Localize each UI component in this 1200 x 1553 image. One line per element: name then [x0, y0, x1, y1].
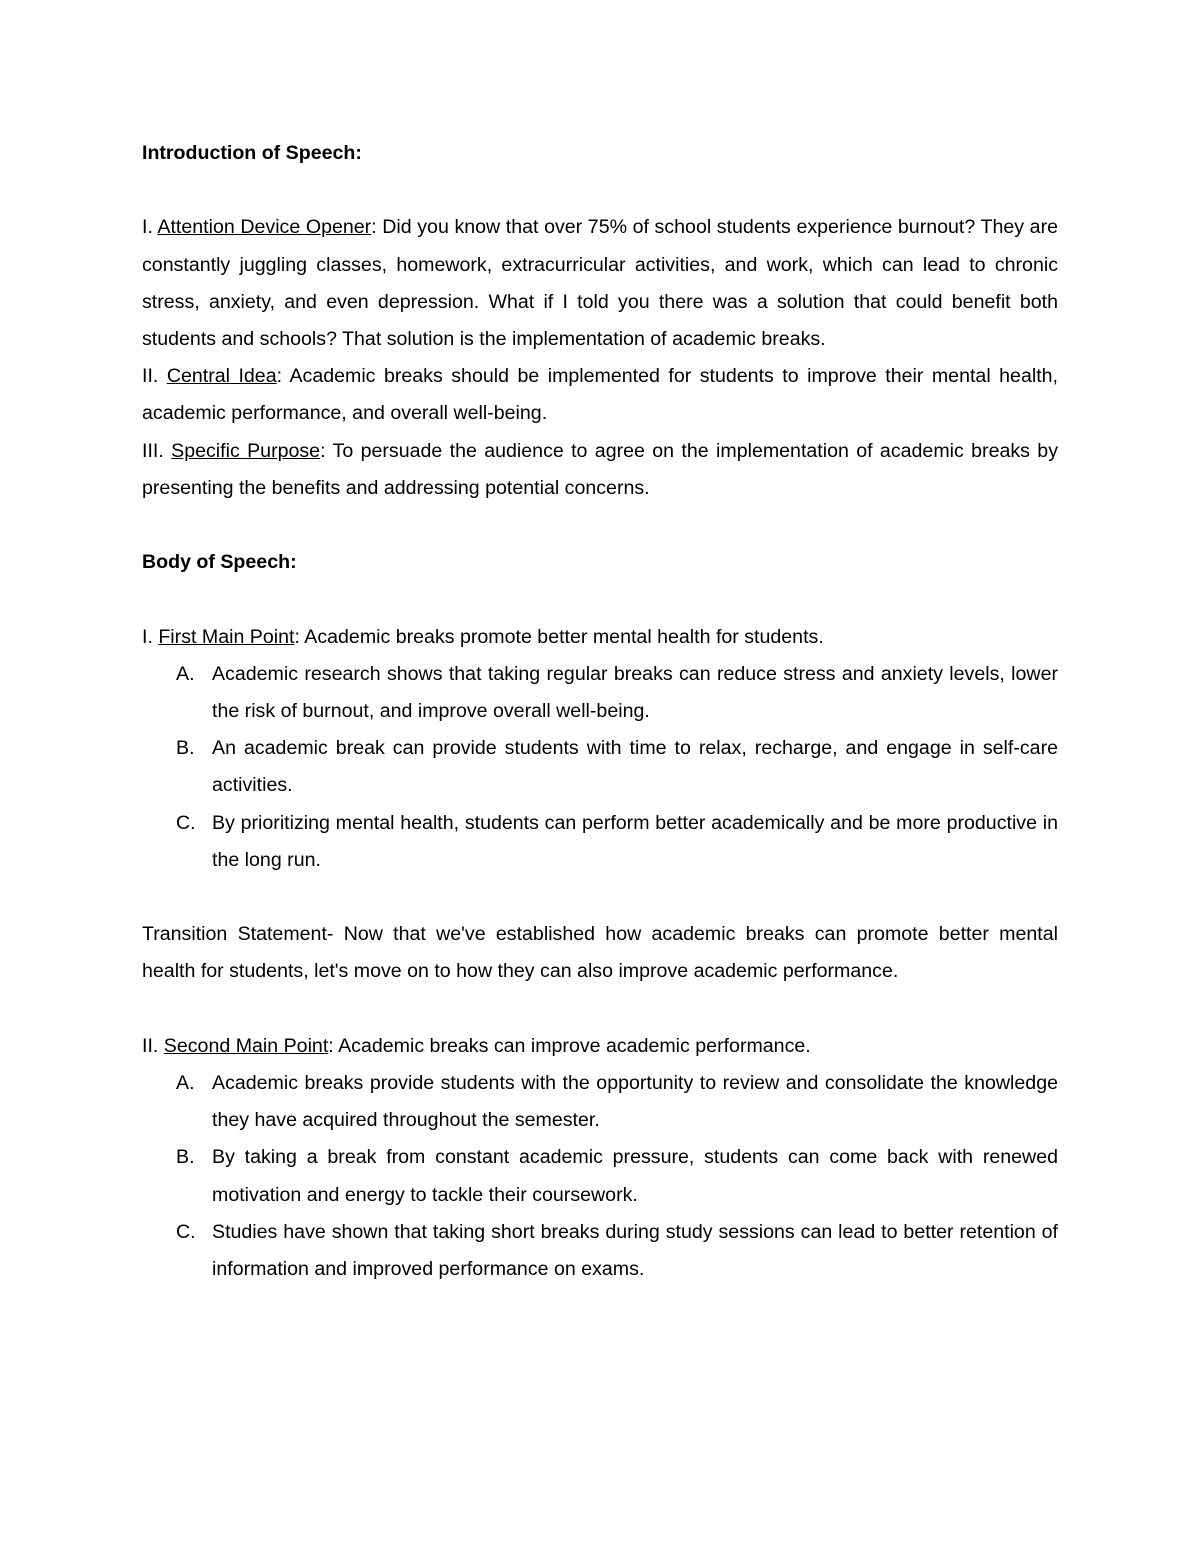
list-marker: B. — [176, 1146, 195, 1169]
item-numeral: III. — [142, 439, 164, 462]
second-main-point — [142, 1028, 1058, 1065]
list-item-text: By taking a break from constant academic pressure, students can come back with renewed motivation and energy to tackle their coursework. — [212, 1146, 1058, 1206]
spacer — [142, 172, 1058, 209]
item-text: : Academic breaks promote better mental health for students. — [294, 625, 824, 648]
list-marker: B. — [176, 737, 195, 760]
item-label: Attention Device Opener — [157, 216, 372, 239]
list-item-text: Academic breaks provide students with the opportunity to review and consolidate the knowledge they have acquired throughout the semester. — [212, 1072, 1058, 1132]
item-label: Second Main Point — [163, 1034, 329, 1057]
list-item-text: Academic research shows that taking regular breaks can reduce stress and anxiety levels, lower the risk of burnout, and improve overall well-being. — [212, 662, 1058, 722]
item-numeral: II. — [142, 365, 159, 388]
item-numeral: I. — [142, 216, 153, 239]
item-label: First Main Point — [158, 625, 295, 648]
second-main-point-subpoints — [142, 1065, 1058, 1288]
first-main-point-subpoints — [142, 656, 1058, 879]
transition-statement: Transition Statement- Now that we've established how academic breaks can promote better mental health for students, let's move on to how they can also improve academic performance. — [142, 923, 1058, 983]
spacer — [142, 507, 1058, 544]
spacer — [142, 991, 1058, 1028]
item-text: : Did you know that over 75% of school students experience burnout? They are constantly juggling classes, homework, extracurricular activities, and work, which can lead to chronic stress, anxiety, and even depression. What if I told you there was a solution that could benefit both students and schools? That solution is the implementation of academic breaks. — [142, 216, 1058, 350]
intro-attention-device — [142, 209, 1058, 358]
list-item-text: By prioritizing mental health, students can perform better academically and be more productive in the long run. — [212, 811, 1058, 871]
item-numeral: I. — [142, 625, 153, 648]
list-item-text: An academic break can provide students with time to relax, recharge, and engage in self-care activities. — [212, 737, 1058, 797]
item-text: : Academic breaks should be implemented for students to improve their mental health, academic performance, and overall well-being. — [142, 365, 1058, 425]
item-label: Central Idea — [166, 365, 277, 388]
spacer — [142, 581, 1058, 618]
first-main-point — [142, 619, 1058, 656]
list-marker: A. — [176, 1072, 195, 1094]
list-item-text: Studies have shown that taking short breaks during study sessions can lead to better retention of information and improved performance on exams. — [212, 1220, 1058, 1281]
list-item — [142, 1139, 1058, 1213]
list-item — [142, 656, 1058, 730]
document-content — [142, 135, 1058, 1288]
body-heading: Body of Speech: — [142, 551, 297, 574]
item-numeral: II. — [142, 1034, 159, 1057]
list-marker: A. — [176, 662, 195, 685]
item-text: : To persuade the audience to agree on the implementation of academic breaks by presenting the benefits and addressing potential concerns. — [142, 439, 1059, 499]
list-item — [142, 730, 1058, 804]
item-label: Specific Purpose — [171, 439, 321, 462]
intro-heading: Introduction of Speech: — [142, 142, 362, 164]
item-text: : Academic breaks can improve academic performance. — [328, 1034, 811, 1057]
list-item — [142, 1065, 1058, 1139]
intro-central-idea — [142, 358, 1058, 432]
spacer — [142, 879, 1058, 916]
list-item — [142, 1214, 1058, 1288]
list-marker: C. — [176, 1220, 196, 1243]
intro-specific-purpose — [142, 433, 1058, 507]
list-item — [142, 805, 1058, 879]
list-marker: C. — [176, 811, 196, 834]
